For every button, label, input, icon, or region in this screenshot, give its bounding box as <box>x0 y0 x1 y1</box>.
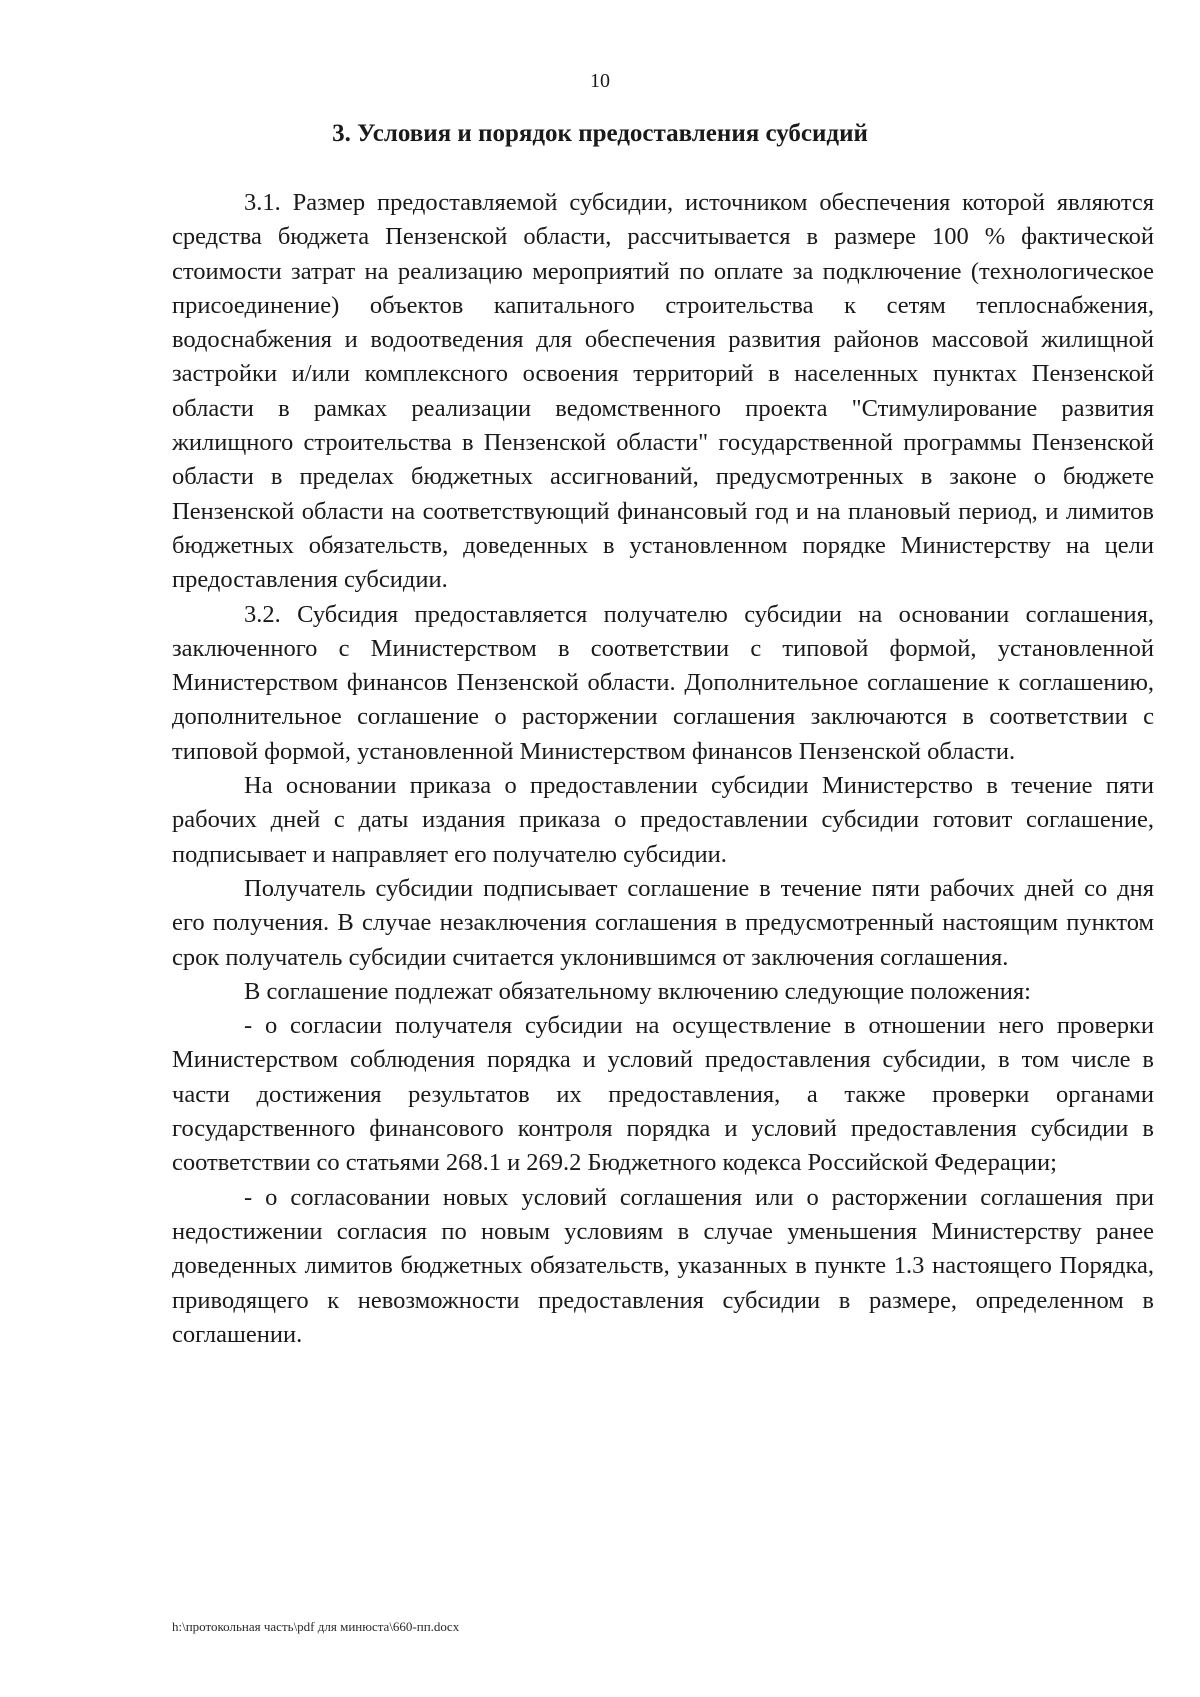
body-text <box>172 186 1154 1352</box>
list-item-consent-inspection: - о согласии получателя субсидии на осуществление в отношении него проверки Министерством соблюдения порядка и условий предоставления субсидии, в том числе в части достижения результатов их предоставления, а также проверки органами государственного финансового контроля порядка и условий предоставления субсидии в соответствии со статьями 268.1 и 269.2 Бюджетного кодекса Российской Федерации; <box>172 1012 1154 1177</box>
paragraph-prepare-agreement: На основании приказа о предоставлении субсидии Министерство в течение пяти рабочих дней с даты издания приказа о предоставлении субсидии готовит соглашение, подписывает и направляет его получателю субсидии. <box>172 772 1154 868</box>
paragraph-3-1: 3.1. Размер предоставляемой субсидии, источником обеспечения которой являются средства бюджета Пензенской области, рассчитывается в размере 100 % фактической стоимости затрат на реализацию мероприятий по оплате за подключение (технологическое присоединение) объектов капитального строительства к сетям теплоснабжения, водоснабжения и водоотведения для обеспечения развития районов массовой жилищной застройки и/или комплексного освоения территорий в населенных пунктах Пензенской области в рамках реализации ведомственного проекта "Стимулирование развития жилищного строительства в Пензенской области" государственной программы Пензенской области в пределах бюджетных ассигнований, предусмотренных в законе о бюджете Пензенской области на соответствующий финансовый год и на плановый период, и лимитов бюджетных обязательств, доведенных в установленном порядке Министерству на цели предоставления субсидии. <box>172 189 1154 594</box>
footer-file-path: h:\протокольная часть\pdf для минюста\660-пп.docx <box>172 1619 460 1634</box>
paragraph-3-2: 3.2. Субсидия предоставляется получателю субсидии на основании соглашения, заключенного с Министерством в соответствии с типовой формой, установленной Министерством финансов Пензенской области. Дополнительное соглашение к соглашению, дополнительное соглашение о расторжении соглашения заключаются в соответствии с типовой формой, установленной Министерством финансов Пензенской области. <box>172 600 1154 765</box>
list-item-new-conditions: - о согласовании новых условий соглашения или о расторжении соглашения при недостижении согласия по новым условиям в случае уменьшения Министерству ранее доведенных лимитов бюджетных обязательств, указанных в пункте 1.3 настоящего Порядка, приводящего к невозможности предоставления субсидии в размере, определенном в соглашении. <box>172 1183 1154 1348</box>
paragraph-mandatory-provisions: В соглашение подлежат обязательному включению следующие положения: <box>244 977 1031 1005</box>
page-number: 10 <box>590 70 610 92</box>
section-heading: 3. Условия и порядок предоставления субсидий <box>332 120 868 147</box>
paragraph-sign-agreement: Получатель субсидии подписывает соглашение в течение пяти рабочих дней со дня его получения. В случае незаключения соглашения в предусмотренный настоящим пунктом срок получатель субсидии считается уклонившимся от заключения соглашения. <box>172 874 1154 971</box>
